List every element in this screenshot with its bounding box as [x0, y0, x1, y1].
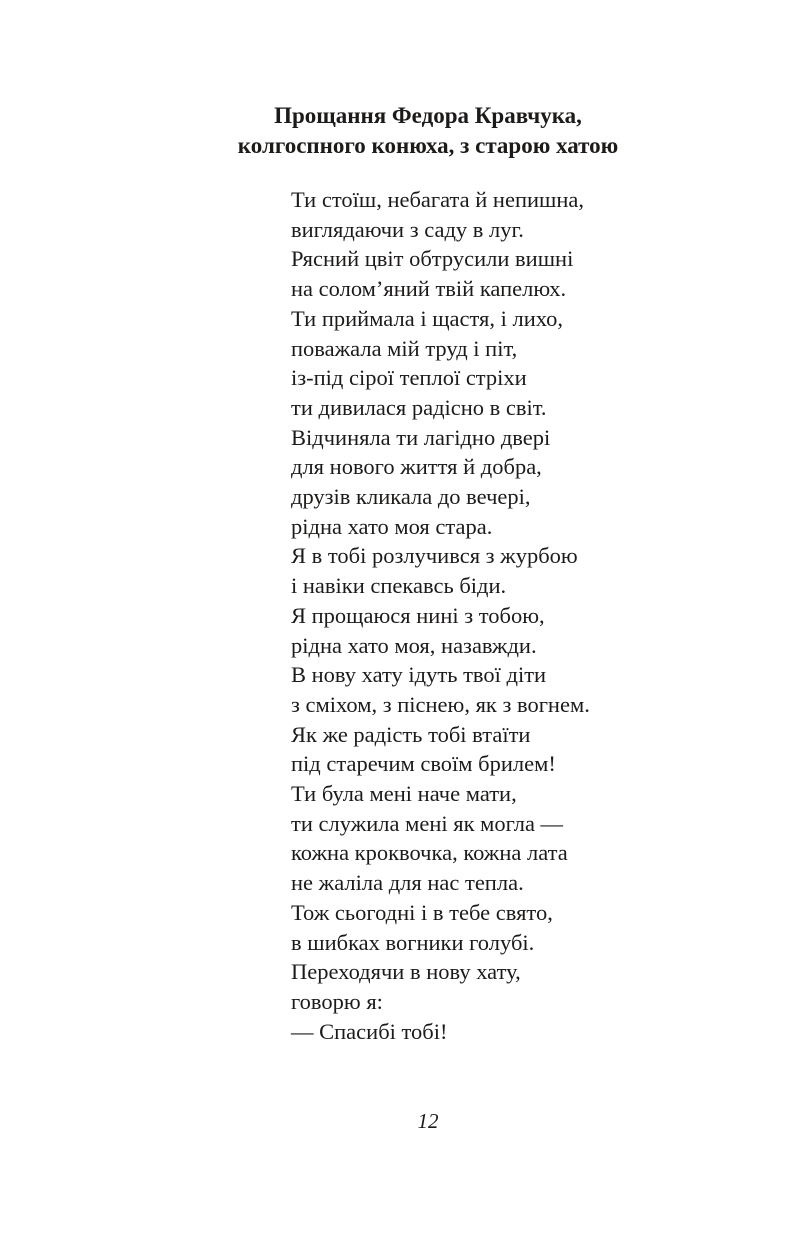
poem-line: Переходячи в нову хату,: [291, 959, 521, 985]
poem-line: Відчиняла ти лагідно двері: [291, 424, 551, 450]
poem-line: — Спасибі тобі!: [291, 1018, 448, 1044]
poem-line: Я в тобі розлучився з журбою: [291, 543, 578, 569]
poem-line: із-під сірої теплої стріхи: [291, 365, 527, 391]
poem-line: говорю я:: [291, 988, 383, 1014]
poem-line: Рясний цвіт обтрусили вишні: [291, 246, 574, 272]
poem-line: ти служила мені як могла —: [291, 810, 564, 836]
poem-title-line-1: Прощання Федора Кравчука,: [274, 103, 582, 128]
page-number: 12: [417, 1109, 439, 1133]
poem-line: В нову хату ідуть твої діти: [291, 662, 547, 688]
poem-line: Ти стоїш, небагата й непишна,: [291, 187, 585, 212]
poem-line: Ти приймала і щастя, і лихо,: [291, 305, 564, 331]
poem-title: [0, 101, 798, 161]
poem-body: [291, 185, 590, 1046]
poem-line: під старечим своїм брилем!: [291, 751, 556, 777]
poem-line: Ти була мені наче мати,: [291, 781, 517, 807]
poem-line: для нового життя й добра,: [291, 454, 542, 480]
poem-line: кожна кроквочка, кожна лата: [291, 840, 568, 866]
poem-line: поважала мій труд і піт,: [291, 335, 518, 361]
poem-line: Як же радість тобі втаїти: [291, 721, 531, 747]
poem-line: Тож сьогодні і в тебе свято,: [291, 899, 553, 925]
poem-line: і навіки спекавсь біди.: [291, 573, 507, 599]
poem-title-line-2: колгоспного конюха, з старою хатою: [237, 133, 619, 158]
poem-line: з сміхом, з піснею, як з вогнем.: [291, 691, 590, 717]
poem-line: на солом’яний твій капелюх.: [291, 276, 567, 302]
poem-line: ти дивилася радісно в світ.: [291, 394, 547, 420]
poem-line: виглядаючи з саду в луг.: [291, 216, 524, 242]
poem-line: рідна хато моя, назавжди.: [291, 632, 537, 658]
poem-line: не жаліла для нас тепла.: [291, 870, 524, 896]
poem-line: рідна хато моя стара.: [291, 513, 493, 539]
poem-line: друзів кликала до вечері,: [291, 484, 531, 510]
poem-line: Я прощаюся нині з тобою,: [291, 602, 545, 628]
poem-line: в шибках вогники голубі.: [291, 929, 535, 955]
